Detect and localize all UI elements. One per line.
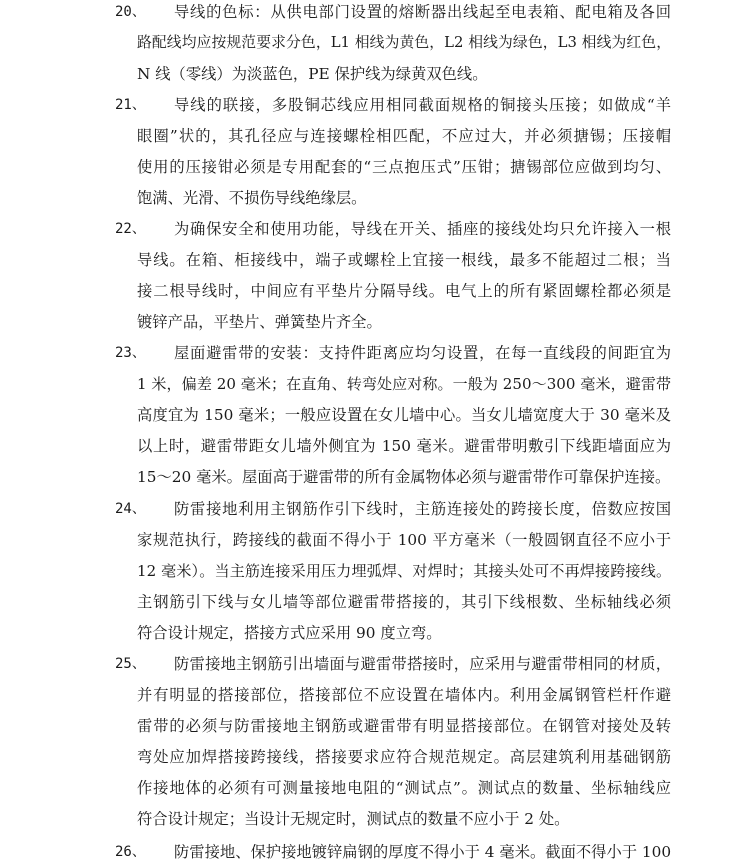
item-text-line: 符合设计规定；当设计无规定时，测试点的数量不应小于 2 处。 bbox=[137, 810, 570, 828]
item-text-line: 路配线均应按规范要求分色，L1 相线为黄色，L2 相线为绿色，L3 相线为红色， bbox=[137, 34, 671, 51]
item-text-line: 防雷接地、保护接地镀锌扁钢的厚度不得小于 4 毫米。截面不得小于 100 bbox=[174, 843, 672, 861]
item-text-line: 12 毫米）。当主筋连接采用压力埋弧焊、对焊时；其接头处可不再焊接跨接线。 bbox=[137, 562, 671, 580]
item-text-line: 高度宜为 150 毫米；一般应设置在女儿墙中心。当女儿墙宽度大于 30 毫米及 bbox=[137, 406, 671, 424]
item-text-line: 为确保安全和使用功能，导线在开关、插座的接线处均只允许接入一根 bbox=[174, 220, 671, 238]
item-text-line: 使用的压接钳必须是专用配套的“三点抱压式”压钳；搪锡部位应做到均匀、 bbox=[137, 158, 671, 176]
item-number: 21、 bbox=[115, 97, 146, 113]
item-text-line: 接二根导线时，中间应有平垫片分隔导线。电气上的所有紧固螺栓都必须是 bbox=[137, 282, 671, 300]
item-text-line: 屋面避雷带的安装：支持件距离应均匀设置，在每一直线段的间距宜为 bbox=[174, 344, 671, 362]
item-text-line: 导线。在箱、柜接线中，端子或螺栓上宜接一根线，最多不能超过二根；当 bbox=[137, 251, 671, 269]
item-text-line: 15～20 毫米。屋面高于避雷带的所有金属物体必须与避雷带作可靠保护连接。 bbox=[137, 468, 671, 486]
item-text-line: 1 米，偏差 20 毫米；在直角、转弯处应对称。一般为 250～300 毫米，避雷带 bbox=[137, 375, 671, 393]
item-text-line: 镀锌产品，平垫片、弹簧垫片齐全。 bbox=[137, 313, 382, 331]
item-text-line: 导线的联接，多股铜芯线应用相同截面规格的铜接头压接；如做成“羊 bbox=[174, 96, 671, 114]
item-text-line: 并有明显的搭接部位，搭接部位不应设置在墙体内。利用金属钢管栏杆作避 bbox=[137, 686, 671, 704]
item-text-line: 雷带的必须与防雷接地主钢筋或避雷带有明显搭接部位。在钢管对接处及转 bbox=[137, 717, 671, 735]
item-text-line: 弯处应加焊搭接跨接线，搭接要求应符合规范规定。高层建筑利用基础钢筋 bbox=[137, 748, 671, 766]
item-number: 26、 bbox=[115, 844, 146, 860]
item-text-line: 饱满、光滑、不损伤导线绝缘层。 bbox=[137, 189, 367, 207]
item-text-line: 眼圈”状的，其孔径应与连接螺栓相匹配，不应过大，并必须搪锡；压接帽 bbox=[137, 127, 671, 145]
item-text-line: N 线（零线）为淡蓝色，PE 保护线为绿黄双色线。 bbox=[137, 65, 488, 83]
item-text-line: 符合设计规定，搭接方式应采用 90 度立弯。 bbox=[137, 624, 442, 642]
item-number: 25、 bbox=[115, 656, 146, 672]
item-text-line: 以上时，避雷带距女儿墙外侧宜为 150 毫米。避雷带明敷引下线距墙面应为 bbox=[137, 437, 671, 455]
item-text-line: 主钢筋引下线与女儿墙等部位避雷带搭接的，其引下线根数、坐标轴线必须 bbox=[137, 593, 671, 611]
item-text-line: 防雷接地主钢筋引出墙面与避雷带搭接时，应采用与避雷带相同的材质， bbox=[174, 655, 671, 673]
item-text-line: 导线的色标：从供电部门设置的熔断器出线起至电表箱、配电箱及各回 bbox=[174, 3, 671, 21]
item-number: 24、 bbox=[115, 501, 146, 517]
item-text-line: 防雷接地利用主钢筋作引下线时，主筋连接处的跨接长度，倍数应按国 bbox=[174, 500, 671, 518]
item-number: 20、 bbox=[115, 4, 146, 20]
item-text-line: 作接地体的必须有可测量接地电阻的“测试点”。测试点的数量、坐标轴线应 bbox=[137, 779, 671, 797]
item-number: 23、 bbox=[115, 345, 146, 361]
item-text-line: 家规范执行，跨接线的截面不得小于 100 平方毫米（一般圆钢直径不应小于 bbox=[137, 531, 671, 549]
item-number: 22、 bbox=[115, 221, 146, 237]
